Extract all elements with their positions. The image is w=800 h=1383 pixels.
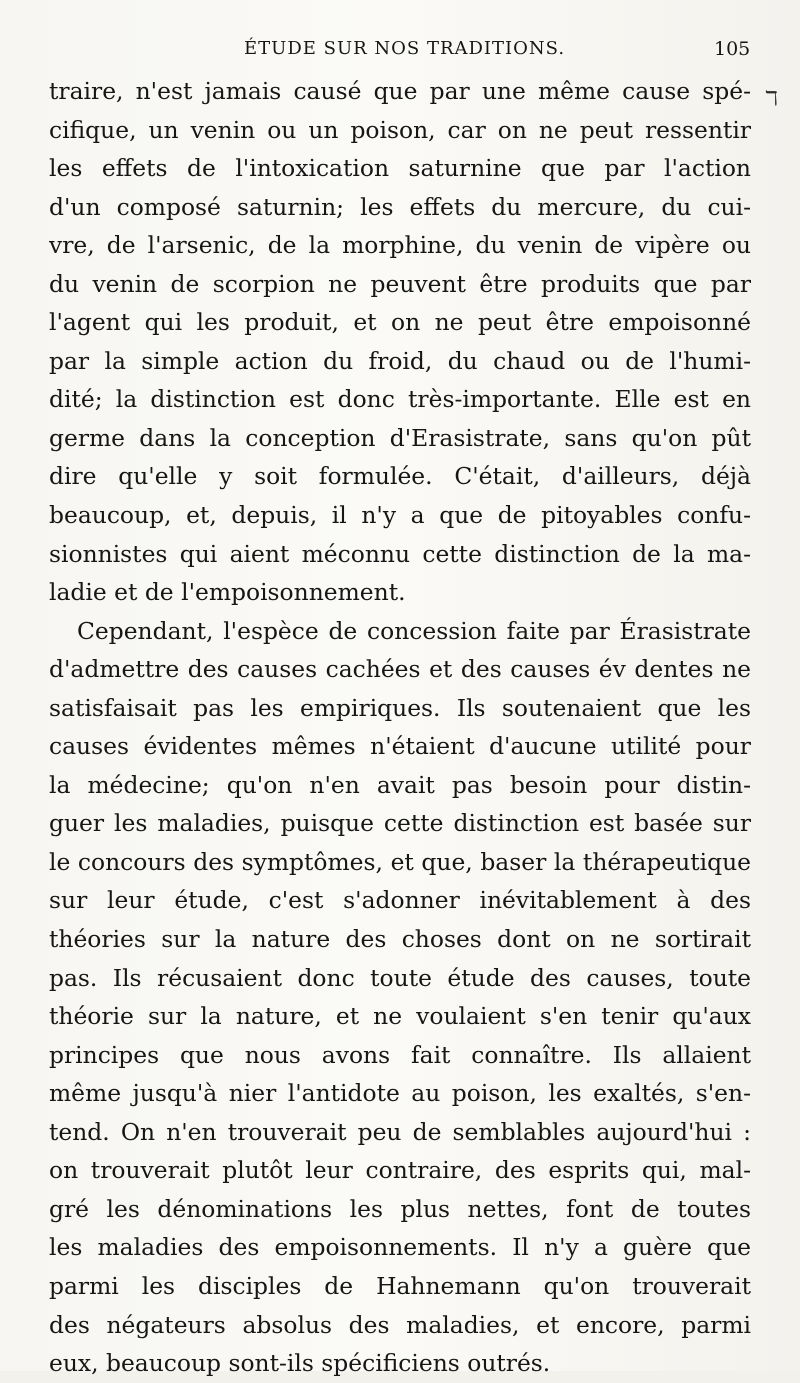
text-line: théories sur la nature des choses dont on ne sortirait bbox=[49, 925, 751, 954]
text-line: les effets de l'intoxication saturnine que par l'action bbox=[49, 154, 751, 183]
text-line: le concours des symptômes, et que, baser la thérapeutique bbox=[49, 847, 751, 876]
text-line: sur leur étude, c'est s'adonner inévitablement à des bbox=[49, 886, 751, 915]
running-head bbox=[0, 38, 800, 68]
text-line: théorie sur la nature, et ne voulaient s'en tenir qu'aux bbox=[49, 1002, 751, 1031]
text-line: du venin de scorpion ne peuvent être produits que par bbox=[49, 269, 751, 298]
body-text bbox=[49, 72, 751, 1383]
text-line: causes évidentes mêmes n'étaient d'aucune utilité pour bbox=[49, 732, 751, 761]
text-line: cifique, un venin ou un poison, car on ne peut ressentir bbox=[49, 115, 751, 144]
text-line: d'admettre des causes cachées et des causes év dentes ne bbox=[49, 655, 751, 684]
text-line: ladie et de l'empoisonnement. bbox=[49, 578, 406, 607]
text-line: la médecine; qu'on n'en avait pas besoin pour distin- bbox=[49, 770, 751, 799]
paragraph-2 bbox=[49, 612, 751, 1383]
text-line: les maladies des empoisonnements. Il n'y a guère que bbox=[49, 1233, 751, 1262]
text-line: vre, de l'arsenic, de la morphine, du venin de vipère ou bbox=[49, 231, 751, 260]
text-line: par la simple action du froid, du chaud ou de l'humi- bbox=[49, 346, 751, 375]
text-line: tend. On n'en trouverait peu de semblables aujourd'hui : bbox=[49, 1117, 751, 1146]
text-line: Cependant, l'espèce de concession faite par Érasistrate bbox=[77, 616, 751, 645]
paragraph-1 bbox=[49, 72, 751, 612]
page-number: 105 bbox=[714, 38, 751, 60]
text-line: gré les dénominations les plus nettes, font de toutes bbox=[49, 1194, 751, 1223]
text-line: eux, beaucoup sont-ils spécificiens outrés. bbox=[49, 1349, 551, 1378]
text-line: des négateurs absolus des maladies, et encore, parmi bbox=[49, 1310, 751, 1339]
text-line: on trouverait plutôt leur contraire, des esprits qui, mal- bbox=[49, 1156, 751, 1185]
text-line: principes que nous avons fait connaître. Ils allaient bbox=[49, 1040, 751, 1069]
margin-mark: ℸ bbox=[765, 86, 778, 110]
text-line: traire, n'est jamais causé que par une même cause spé- bbox=[49, 77, 751, 105]
text-line: beaucoup, et, depuis, il n'y a que de pitoyables confu- bbox=[49, 501, 751, 530]
text-line: l'agent qui les produit, et on ne peut être empoisonné bbox=[49, 308, 751, 337]
text-line: dité; la distinction est donc très-importante. Elle est en bbox=[49, 385, 751, 414]
text-line: d'un composé saturnin; les effets du mercure, du cui- bbox=[49, 192, 751, 221]
text-line: germe dans la conception d'Erasistrate, sans qu'on pût bbox=[49, 423, 751, 452]
text-line: guer les maladies, puisque cette distinction est basée sur bbox=[49, 809, 751, 838]
text-line: pas. Ils récusaient donc toute étude des causes, toute bbox=[49, 963, 751, 992]
text-line: sionnistes qui aient méconnu cette distinction de la ma- bbox=[49, 539, 751, 568]
text-line: satisfaisait pas les empiriques. Ils soutenaient que les bbox=[49, 693, 751, 722]
running-title: ÉTUDE SUR NOS TRADITIONS. bbox=[244, 38, 566, 59]
text-line: dire qu'elle y soit formulée. C'était, d'ailleurs, déjà bbox=[49, 462, 751, 491]
text-line: parmi les disciples de Hahnemann qu'on trouverait bbox=[49, 1271, 751, 1300]
text-line: même jusqu'à nier l'antidote au poison, les exaltés, s'en- bbox=[49, 1079, 751, 1108]
